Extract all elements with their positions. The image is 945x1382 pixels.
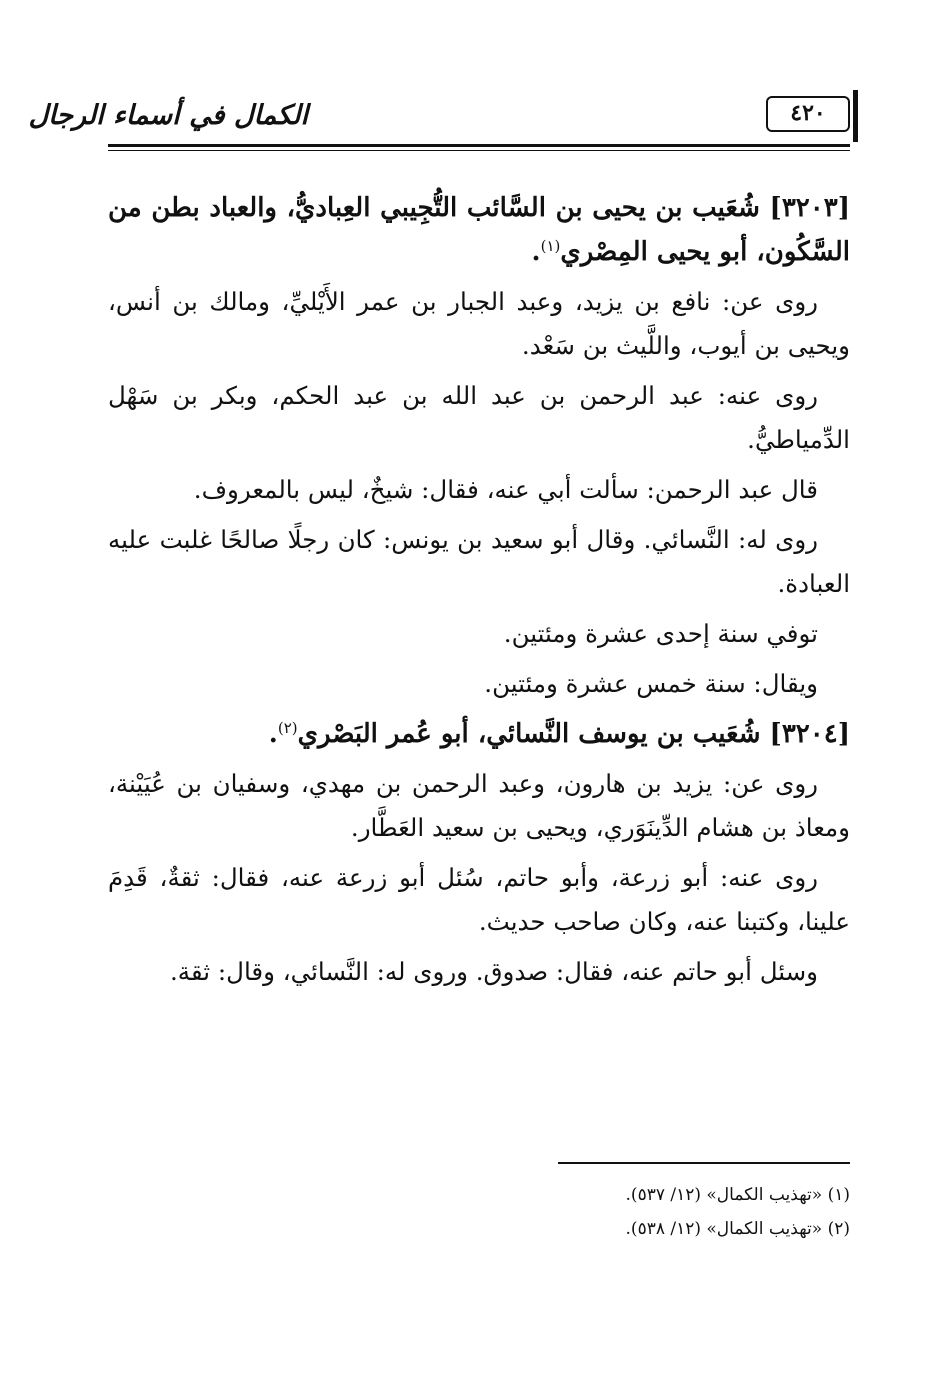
paragraph: روى له: النَّسائي. وقال أبو سعيد بن يونس: كان رجلًا صالحًا غلبت عليه العبادة. (108, 525, 850, 598)
entry-heading: [٣٢٠٣] شُعَيب بن يحيى بن السَّائب التُّجِيبي العِباديُّ، والعباد بطن من السَّكُون، أبو يحيى المِصْري$^{(١)}$. (108, 193, 850, 267)
paragraph: ويقال: سنة خمس عشرة ومئتين. (484, 669, 818, 698)
paragraph: روى عنه: عبد الرحمن بن عبد الله بن عبد الحكم، وبكر بن سَهْل الدِّمياطيُّ. (108, 381, 850, 454)
footnote-ref: (٢) (277, 718, 298, 737)
paragraph: قال عبد الرحمن: سألت أبي عنه، فقال: شيخٌ، ليس بالمعروف. (193, 475, 818, 504)
page-number: ٤٢٠ (766, 96, 850, 132)
entry-heading-text: [٣٢٠٤] شُعَيب بن يوسف النَّسائي، أبو عُمر البَصْري (297, 719, 850, 749)
book-title: الكمال في أسماء الرجال (28, 100, 308, 131)
footnote-divider (558, 1162, 850, 1164)
footnote-ref: (١) (540, 236, 561, 255)
entry-heading: [٣٢٠٤] شُعَيب بن يوسف النَّسائي، أبو عُمر البَصْري$^{(٢)}$. (268, 718, 850, 749)
paragraph: روى عنه: أبو زرعة، وأبو حاتم، سُئل أبو زرعة عنه، فقال: ثقةٌ، قَدِمَ علينا، وكتبنا عنه، وكان صاحب حديث. (108, 863, 850, 936)
paragraph: وسئل أبو حاتم عنه، فقال: صدوق. وروى له: النَّسائي، وقال: ثقة. (169, 957, 818, 986)
entry-heading-text: [٣٢٠٣] شُعَيب بن يحيى بن السَّائب التُّجِيبي العِباديُّ، والعباد بطن من السَّكُون، أبو يحيى المِصْري (108, 193, 850, 267)
page-header (28, 90, 850, 152)
footnote-item: (٢) «تهذيب الكمال» (١٢/ ٥٣٨). (625, 1219, 850, 1239)
paragraph: روى عن: نافع بن يزيد، وعبد الجبار بن عمر الأَيْليِّ، ومالك بن أنس، ويحيى بن أيوب، واللَّيث بن سَعْد. (108, 287, 850, 360)
main-text (108, 186, 850, 1000)
paragraph: توفي سنة إحدى عشرة ومئتين. (503, 619, 818, 648)
paragraph: روى عن: يزيد بن هارون، وعبد الرحمن بن مهدي، وسفيان بن عُيَيْنة، ومعاذ بن هشام الدِّينَوَري، ويحيى بن سعيد العَطَّار. (108, 769, 850, 842)
footnotes (300, 1178, 850, 1246)
footnote-item: (١) «تهذيب الكمال» (١٢/ ٥٣٧). (625, 1185, 850, 1205)
header-rule (108, 144, 850, 147)
header-rule-thin (108, 150, 850, 151)
